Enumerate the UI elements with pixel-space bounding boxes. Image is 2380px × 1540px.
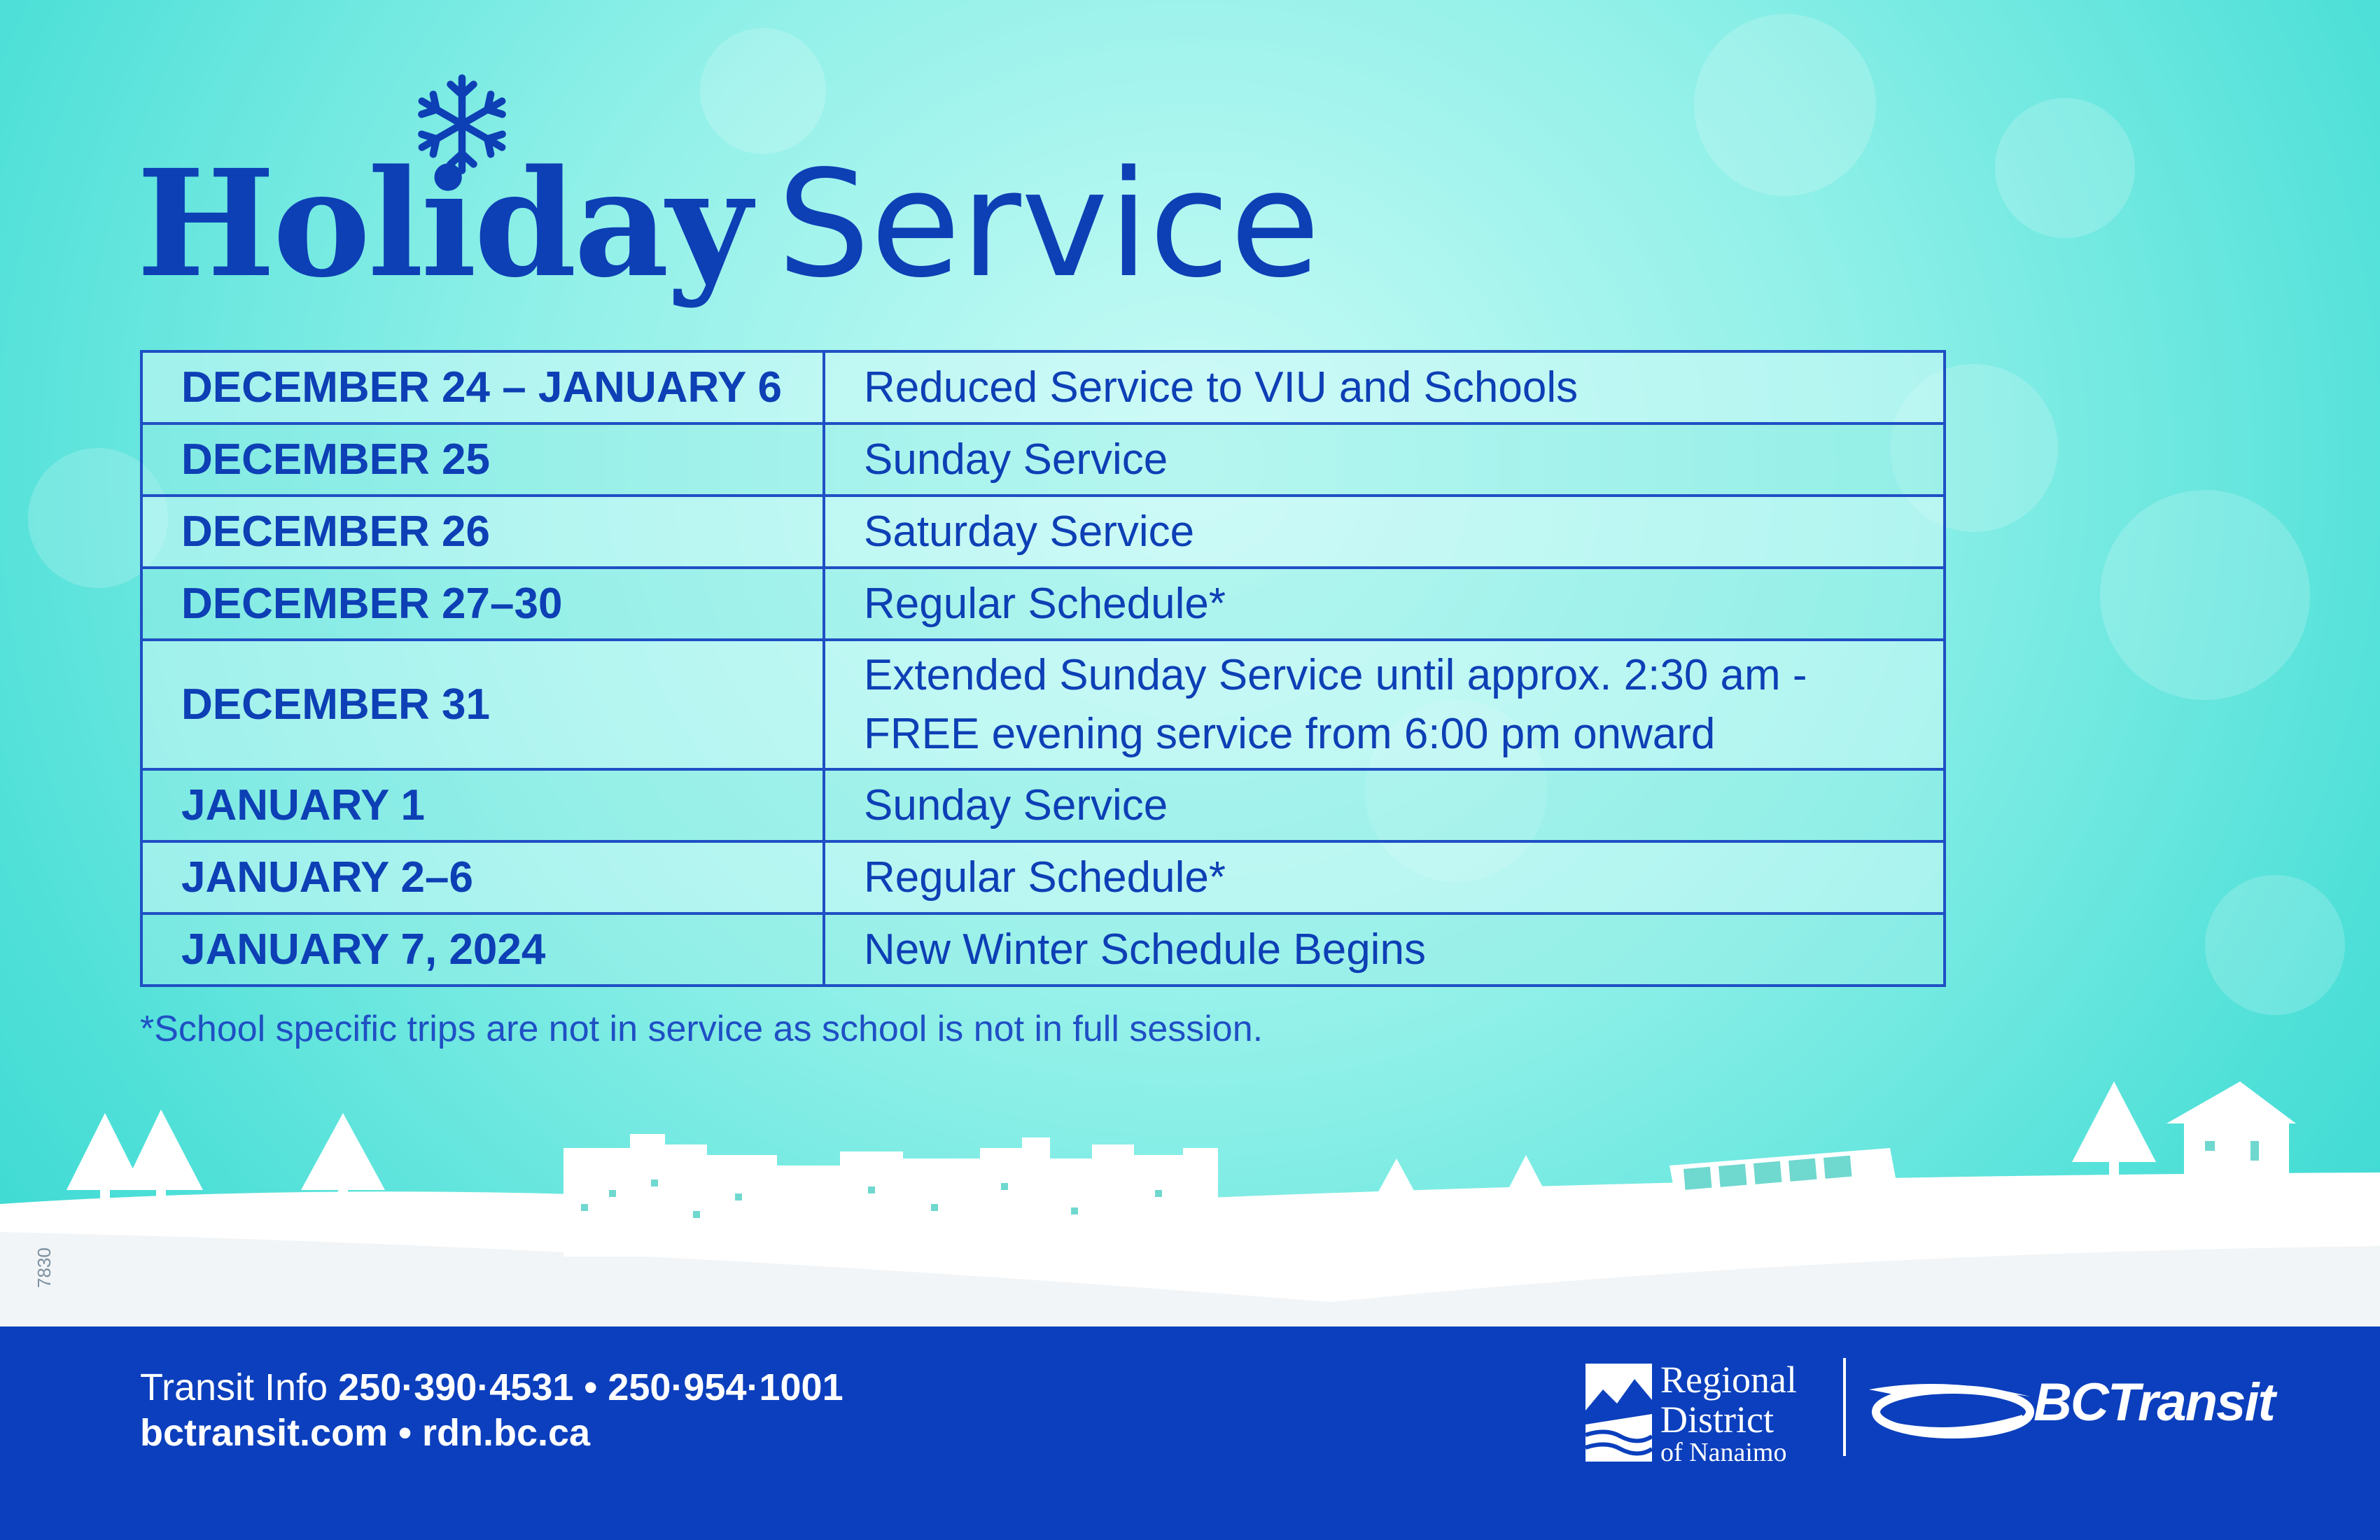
table-row xyxy=(141,841,1945,913)
service-line: Extended Sunday Service until approx. 2:30 am - xyxy=(864,650,1807,699)
house-icon xyxy=(2166,1082,2296,1190)
table-row xyxy=(141,351,1945,424)
table-row xyxy=(141,424,1945,496)
phone-numbers: 250·390·4531 • 250·954·1001 xyxy=(338,1366,844,1408)
transit-info-label: Transit Info xyxy=(140,1366,328,1408)
service-cell: Saturday Service xyxy=(824,496,1945,568)
service-cell: Sunday Service xyxy=(824,769,1945,841)
bokeh-light xyxy=(1694,14,1876,196)
logo-divider xyxy=(1843,1358,1846,1456)
bokeh-light xyxy=(2100,490,2310,700)
date-cell: DECEMBER 26 xyxy=(141,496,824,568)
holiday-schedule-table xyxy=(140,350,1946,987)
footer-bar xyxy=(0,1326,2380,1540)
transit-info-line xyxy=(140,1365,844,1410)
table-row xyxy=(141,640,1945,769)
print-code: 7830 xyxy=(34,1247,55,1288)
date-cell: DECEMBER 31 xyxy=(141,640,824,769)
service-cell: Regular Schedule* xyxy=(824,841,1945,913)
regional-district-logo-text: Regional District of Nanaimo xyxy=(1660,1359,1797,1468)
title-light-word: Service xyxy=(776,139,1321,310)
service-cell: Sunday Service xyxy=(824,424,1945,496)
page-title xyxy=(136,137,1321,310)
bc-transit-swoosh-icon xyxy=(1862,1368,2044,1446)
footnote: *School specific trips are not in service as school is not in full session. xyxy=(140,1009,1264,1049)
date-cell: JANUARY 1 xyxy=(141,769,824,841)
date-cell: DECEMBER 25 xyxy=(141,424,824,496)
date-cell: JANUARY 2–6 xyxy=(141,841,824,913)
table-row xyxy=(141,496,1945,568)
service-cell xyxy=(824,640,1945,769)
date-cell: JANUARY 7, 2024 xyxy=(141,913,824,986)
bokeh-light xyxy=(1995,98,2135,238)
title-bold-word: Holiday xyxy=(136,137,749,310)
table-row xyxy=(141,913,1945,986)
table-row xyxy=(141,568,1945,640)
service-cell: Regular Schedule* xyxy=(824,568,1945,640)
bokeh-light xyxy=(2205,875,2345,1015)
date-cell: DECEMBER 24 – JANUARY 6 xyxy=(141,351,824,424)
service-cell: Reduced Service to VIU and Schools xyxy=(824,351,1945,424)
date-cell: DECEMBER 27–30 xyxy=(141,568,824,640)
service-line: FREE evening service from 6:00 pm onward xyxy=(864,709,1716,758)
winter-town-illustration xyxy=(0,1071,2380,1330)
bokeh-light xyxy=(700,28,826,154)
contact-info xyxy=(140,1365,844,1456)
website-links: bctransit.com • rdn.bc.ca xyxy=(140,1411,591,1454)
service-cell: New Winter Schedule Begins xyxy=(824,913,1945,986)
table-row xyxy=(141,769,1945,841)
bc-transit-logo: BCTransit xyxy=(2033,1373,2274,1432)
